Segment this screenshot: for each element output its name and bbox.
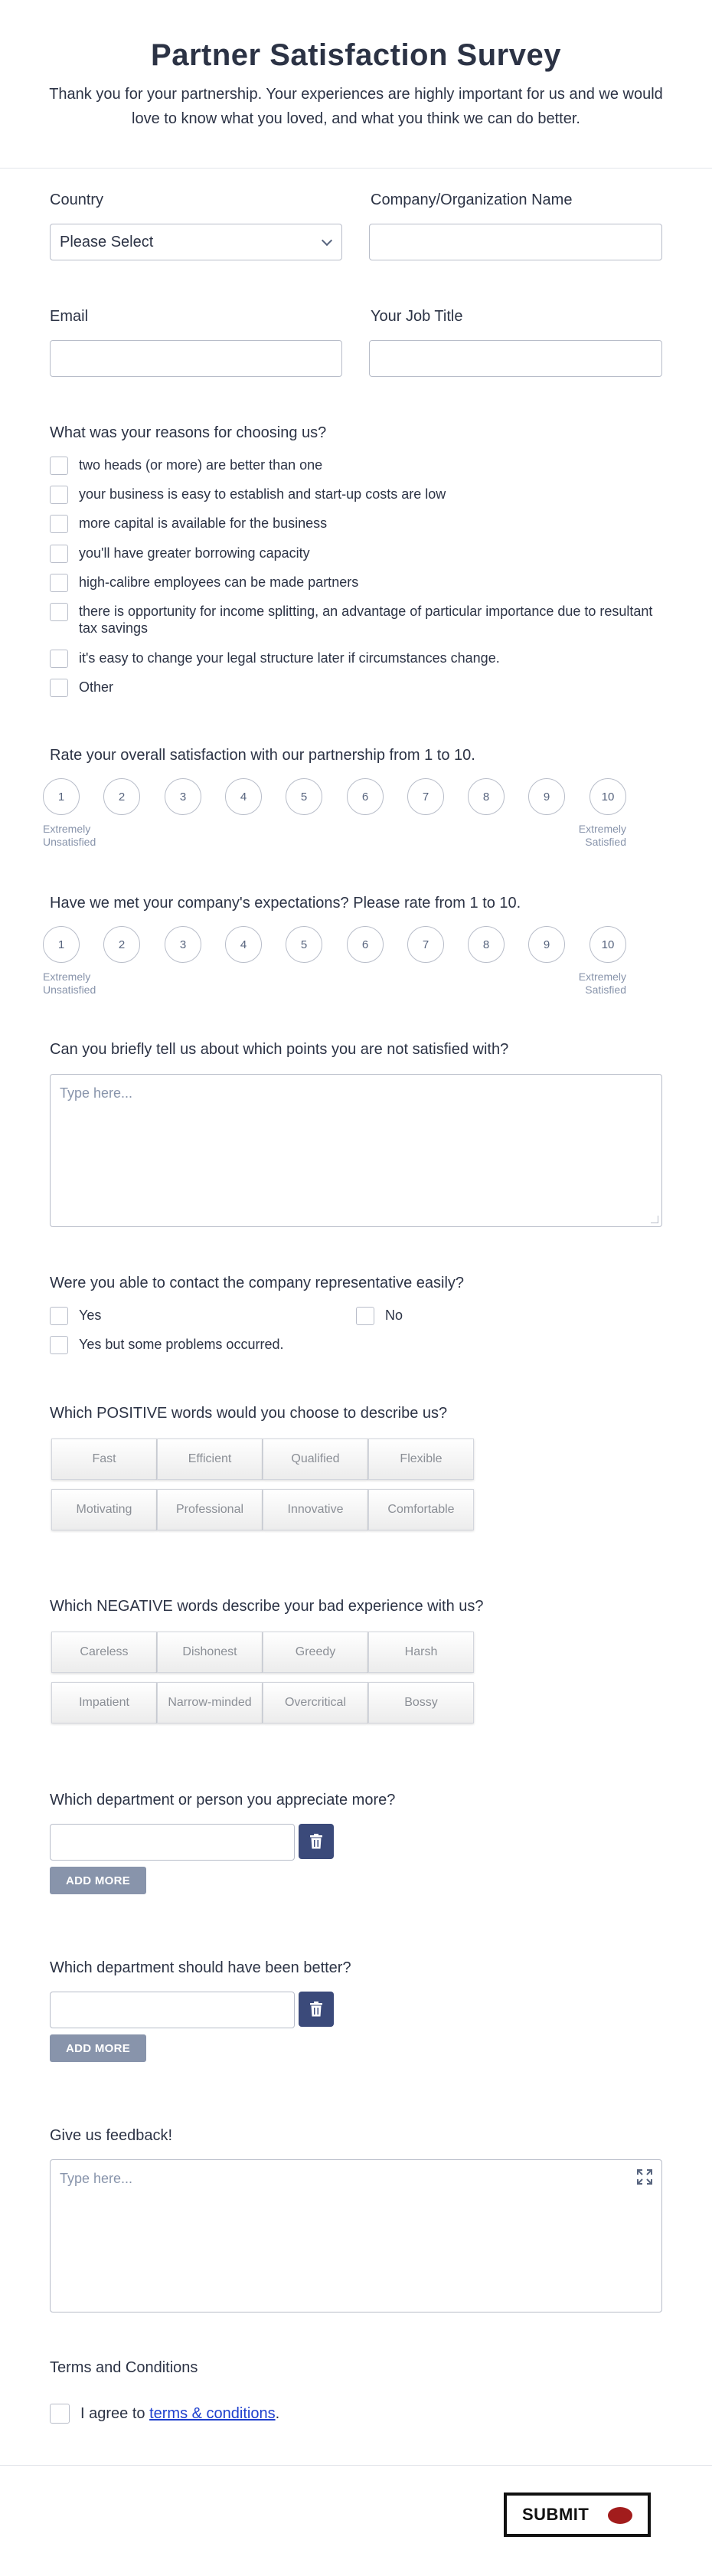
checkbox[interactable] [50,545,68,563]
checkbox[interactable] [356,1307,374,1325]
expectations-rating-option[interactable]: 10 [590,926,626,963]
scale-high-note: Extremely Satisfied [578,971,626,996]
contact-option-no[interactable] [356,1307,403,1325]
positive-word-button[interactable]: Qualified [263,1439,368,1480]
satisfaction-rating-option[interactable]: 4 [225,778,262,815]
not-satisfied-textarea[interactable] [50,1074,662,1227]
positive-word-button[interactable]: Fast [51,1439,157,1480]
reason-option[interactable] [50,545,310,563]
terms-prefix: I agree to [80,2405,150,2422]
email-label: Email [50,308,89,325]
page-subtitle: Thank you for your partnership. Your experiences are highly important for us and we would love to know what you loved, and what you think we can do better. [49,86,663,127]
job-title-label: Your Job Title [371,308,463,325]
expectations-rating-option[interactable]: 2 [103,926,140,963]
reason-option-label: your business is easy to establish and start-up costs are low [79,486,446,502]
reason-option[interactable] [50,457,322,475]
contact-label: Were you able to contact the company representative easily? [50,1275,465,1291]
checkbox[interactable] [50,1336,68,1354]
terms-checkbox[interactable] [50,2404,70,2424]
page-title: Partner Satisfaction Survey [151,38,561,72]
reason-option-label: two heads (or more) are better than one [79,457,323,473]
expectations-rating-option[interactable]: 6 [347,926,384,963]
company-label: Company/Organization Name [371,191,573,208]
resize-handle-icon[interactable] [651,1216,658,1223]
contact-option-label: Yes but some problems occurred. [79,1337,284,1352]
feedback-textarea[interactable] [50,2159,662,2313]
positive-word-button[interactable]: Innovative [263,1489,368,1530]
footer-divider [0,2465,712,2466]
satisfaction-rating-option[interactable]: 8 [468,778,505,815]
country-select-value: Please Select [60,233,154,250]
satisfaction-rating-option[interactable]: 6 [347,778,384,815]
expectations-rating-option[interactable]: 9 [528,926,565,963]
scale-high-note: Extremely Satisfied [578,823,626,848]
job-title-input[interactable] [369,340,662,377]
contact-option-label: No [385,1308,403,1323]
reason-option-label: Other [79,679,114,695]
textarea-placeholder: Type here... [60,1085,133,1101]
trash-icon [309,1834,323,1849]
negative-words-grid [51,1632,474,1723]
expectations-rating-option[interactable]: 5 [286,926,322,963]
textarea-placeholder: Type here... [60,2171,133,2186]
satisfaction-rating-option[interactable]: 2 [103,778,140,815]
reasons-label: What was your reasons for choosing us? [50,424,327,441]
positive-word-button[interactable]: Efficient [157,1439,263,1480]
expectations-rating-option[interactable]: 8 [468,926,505,963]
country-select[interactable] [50,224,342,260]
negative-word-button[interactable]: Careless [51,1632,157,1673]
reason-option-label: more capital is available for the business [79,516,328,531]
satisfaction-rating-option[interactable]: 1 [43,778,80,815]
reason-option[interactable] [50,574,358,592]
reason-option-label: high-calibre employees can be made partners [79,574,359,590]
positive-word-button[interactable]: Comfortable [368,1489,474,1530]
satisfaction-rating-option[interactable]: 3 [165,778,201,815]
delete-row-button[interactable] [299,1992,334,2027]
satisfaction-rating-option[interactable]: 7 [407,778,444,815]
not-satisfied-label: Can you briefly tell us about which points you are not satisfied with? [50,1041,509,1058]
company-input[interactable] [369,224,662,260]
scale-low-note: Extremely Unsatisfied [43,971,96,996]
reason-option[interactable] [50,679,113,697]
reason-option[interactable] [50,486,446,504]
contact-option-partial[interactable] [50,1336,283,1354]
submit-label: SUBMIT [522,2505,590,2524]
expectations-rating-option[interactable]: 4 [225,926,262,963]
negative-word-button[interactable]: Dishonest [157,1632,263,1673]
checkbox[interactable] [50,515,68,533]
checkbox[interactable] [50,1307,68,1325]
checkbox[interactable] [50,679,68,697]
positive-word-button[interactable]: Motivating [51,1489,157,1530]
better-input[interactable] [50,1992,295,2028]
negative-word-button[interactable]: Overcritical [263,1682,368,1723]
contact-option-yes[interactable] [50,1307,101,1325]
chevron-down-icon [322,235,332,246]
country-label: Country [50,191,104,208]
positive-words-label: Which POSITIVE words would you choose to describe us? [50,1405,448,1422]
add-more-button[interactable]: ADD MORE [50,1867,146,1894]
submit-button[interactable] [504,2493,651,2537]
expectations-rating-option[interactable]: 7 [407,926,444,963]
negative-word-button[interactable]: Narrow-minded [157,1682,263,1723]
negative-words-label: Which NEGATIVE words describe your bad experience with us? [50,1598,484,1615]
checkbox[interactable] [50,457,68,475]
reason-option-label: you'll have greater borrowing capacity [79,545,310,561]
negative-word-button[interactable]: Bossy [368,1682,474,1723]
expectations-rating-option[interactable]: 3 [165,926,201,963]
appreciate-input[interactable] [50,1824,295,1861]
terms-checkbox-row[interactable] [50,2404,279,2424]
expectations-rating-label: Have we met your company's expectations? Please rate from 1 to 10. [50,895,521,912]
reason-option[interactable] [50,515,327,533]
appreciate-label: Which department or person you appreciate more? [50,1792,396,1808]
terms-text [80,2404,279,2424]
add-more-button[interactable]: ADD MORE [50,2034,146,2062]
negative-word-button[interactable]: Greedy [263,1632,368,1673]
positive-word-button[interactable]: Professional [157,1489,263,1530]
email-field[interactable] [50,340,342,377]
delete-row-button[interactable] [299,1824,334,1859]
better-label: Which department should have been better? [50,1959,351,1976]
satisfaction-rating-option[interactable]: 9 [528,778,565,815]
checkbox[interactable] [50,603,68,621]
positive-words-grid [51,1439,474,1530]
checkbox[interactable] [50,574,68,592]
expand-icon[interactable] [637,2169,652,2185]
contact-option-label: Yes [79,1308,102,1323]
scale-low-note: Extremely Unsatisfied [43,823,96,848]
submit-dot-icon [608,2507,632,2524]
terms-suffix: . [275,2405,280,2422]
reason-option-label: there is opportunity for income splitting, an advantage of particular importance due to resultant tax savings [79,604,653,636]
terms-link[interactable]: terms & conditions [149,2405,276,2422]
positive-word-button[interactable]: Flexible [368,1439,474,1480]
checkbox[interactable] [50,486,68,504]
satisfaction-rating-option[interactable]: 5 [286,778,322,815]
reason-option-label: it's easy to change your legal structure later if circumstances change. [79,650,500,666]
satisfaction-rating-label: Rate your overall satisfaction with our partnership from 1 to 10. [50,747,475,764]
form-header [0,0,712,169]
negative-word-button[interactable]: Impatient [51,1682,157,1723]
feedback-label: Give us feedback! [50,2127,173,2144]
checkbox[interactable] [50,650,68,668]
trash-icon [309,2002,323,2017]
negative-word-button[interactable]: Harsh [368,1632,474,1673]
satisfaction-rating-option[interactable]: 10 [590,778,626,815]
reason-option[interactable] [50,650,500,668]
reason-option[interactable] [50,603,670,637]
expectations-rating-option[interactable]: 1 [43,926,80,963]
terms-label: Terms and Conditions [50,2359,198,2376]
